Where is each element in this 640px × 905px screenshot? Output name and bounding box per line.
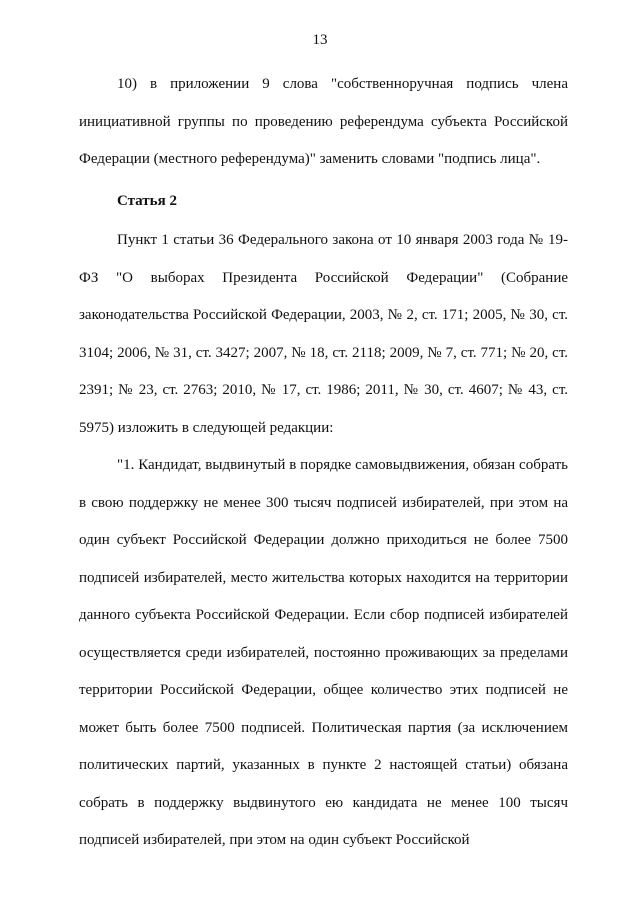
paragraph-article-intro: Пункт 1 статьи 36 Федерального закона от 10 января 2003 года № 19-ФЗ "О выборах Президента Российской Федерации" (Собрание законодательства Российской Федерации, 2003, № 2, ст. 171; 2005, № 30, ст. 3104; 2006, № 31, ст. 3427; 2007, № 18, ст. 2118; 2009, № 7, ст. 771; № 20, ст. 2391; № 23, ст. 2763; 2010, № 17, ст. 1986; 2011, № 30, ст. 4607; № 43, ст. 5975) изложить в следующей редакции:: [79, 232, 568, 436]
paragraph-new-text: "1. Кандидат, выдвинутый в порядке самовыдвижения, обязан собрать в свою поддержку не менее 300 тысяч подписей избирателей, при этом на один субъект Российской Федерации должно приходиться не более 7500 подписей избирателей, место жительства которых находится на территории данного субъекта Российской Федерации. Если сбор подписей избирателей осуществляется среди избирателей, постоянно проживающих за пределами территории Российской Федерации, общее количество этих подписей не может быть более 7500 подписей. Политическая партия (за исключением политических партий, указанных в пункте 2 настоящей статьи) обязана собрать в поддержку выдвинутого ею кандидата не менее 100 тысяч подписей избирателей, при этом на один субъект Российской: [79, 457, 568, 848]
article-heading: Статья 2: [117, 192, 177, 209]
paragraph-item-10: 10) в приложении 9 слова "собственноручная подпись члена инициативной группы по проведению референдума субъекта Российской Федерации (местного референдума)" заменить словами "подпись лица".: [79, 76, 568, 167]
page-number: 13: [312, 32, 328, 48]
document-body: [79, 66, 568, 860]
